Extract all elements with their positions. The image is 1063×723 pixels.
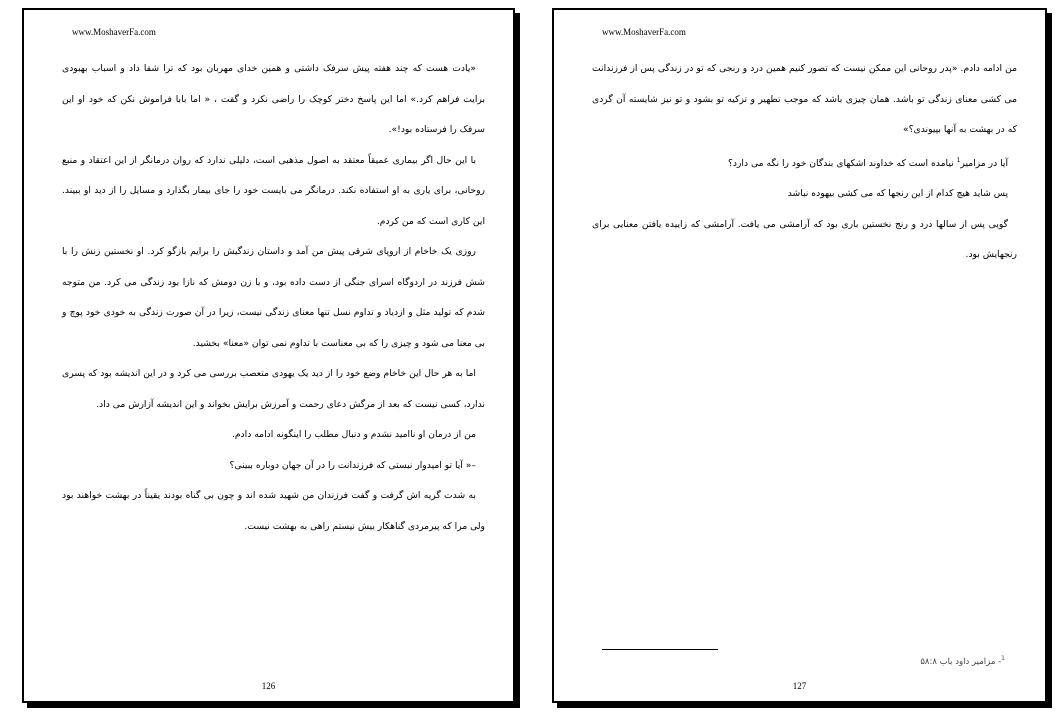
footnote-separator bbox=[602, 649, 718, 650]
paragraph bbox=[592, 146, 1017, 180]
paragraph: با این حال اگر بیماری عمیقاً معتقد به اصول مذهبی است، دلیلی ندارد که روان درمانگر از این اعتقاد و منبع روحانی، برای یاری به او استفاده نکند. درمانگر می بایست خود را جای بیمار بگذارد و مسایل را از دید او ببیند. این کاری است که من کردم. bbox=[62, 154, 485, 227]
right-page-body bbox=[592, 54, 1017, 271]
left-page bbox=[22, 8, 515, 703]
site-url[interactable]: www.MoshaverFa.com bbox=[72, 27, 156, 37]
paragraph: من ادامه دادم. «پدر روحانی این ممکن نیست که تصور کنیم همین درد و رنجی که تو در زندگی پس از فرزندانت می کشی معنای زندگی تو باشد. همان چیزی باشد که موجب تطهیر و تزکیه تو بشود و تو نیز شایسته آن گردی که در بهشت به آنها بپیوندی؟» bbox=[592, 63, 1017, 135]
paragraph: «یادت هست که چند هفته پیش سرفک داشتی و همین خدای مهربان بود که ترا شفا داد و اسباب بهبودی برایت فراهم کرد.» اما این پاسخ دختر کوچک را راضی نکرد و گفت ، « اما بابا فراموش نکن که خود او این سرفک را فرستاده بود!». bbox=[62, 63, 485, 135]
paragraph: به شدت گریه اش گرفت و گفت فرزندان من شهید شده اند و چون بی گناه بودند یقیناً در بهشت خواهند بود ولی مرا که پیرمردی گناهکار بیش نیستم راهی به بهشت نیست. bbox=[62, 490, 485, 532]
page-number: 126 bbox=[261, 681, 276, 691]
paragraph: گویی پس از سالها درد و رنج نخستین باری بود که آرامشی می یافت. آرامشی که زاییده یافتن معنایی برای رنجهایش بود. bbox=[592, 218, 1017, 261]
paragraph: –« آیا تو امیدوار نیستی که فرزندانت را در آن جهان دوباره ببینی؟ bbox=[229, 459, 476, 471]
footnote-reference[interactable]: 1 bbox=[956, 156, 961, 164]
footnote bbox=[754, 655, 1005, 667]
footnote-marker: 1 bbox=[1001, 655, 1005, 662]
psalms-text: آیا در مزامیر bbox=[960, 157, 1008, 169]
right-page bbox=[552, 8, 1047, 703]
paragraph: اما به هر حال این خاخام وضع خود را از دید یک یهودی متعصب بررسی می کرد و در این اندیشه بود که پسری ندارد، کسی نیست که بعد از مرگش دعای رحمت و آمرزش برایش بخواند و این اندیشه آزارش می داد. bbox=[62, 368, 485, 410]
paragraph: پس شاید هیچ کدام از این رنجها که می کشی بیهوده نباشد bbox=[787, 188, 1008, 200]
paragraph: من از درمان او ناامید نشدم و دنبال مطلب را اینگونه ادامه دادم. bbox=[231, 429, 476, 440]
site-url[interactable]: www.MoshaverFa.com bbox=[602, 27, 686, 37]
paragraph: روزی یک خاخام از اروپای شرقی پیش من آمد و داستان زندگیش را برایم بازگو کرد. او نخستین زنش را با شش فرزند در اردوگاه اسرای جنگی از دست داده بود، و با زن دومش که نازا بود زندگی می کرد. من متوجه شدم که تولید مثل و ازدیاد و تداوم نسل تنها معنای زندگی نیست، زیرا در آن صورت زندگی به خودی خود پوچ و بی معنا می شود و چیزی را که بی معناست با تداوم نمی توان «معنا» بخشید. bbox=[62, 246, 485, 349]
footnote-text: - مزامیر داود باب ۵۸:۸ bbox=[920, 656, 1002, 667]
psalms-text-rest: نیامده است که خداوند اشکهای بندگان خود را نگه می دارد؟ bbox=[728, 157, 957, 169]
left-page-body bbox=[62, 54, 485, 542]
page-number: 127 bbox=[792, 681, 807, 691]
